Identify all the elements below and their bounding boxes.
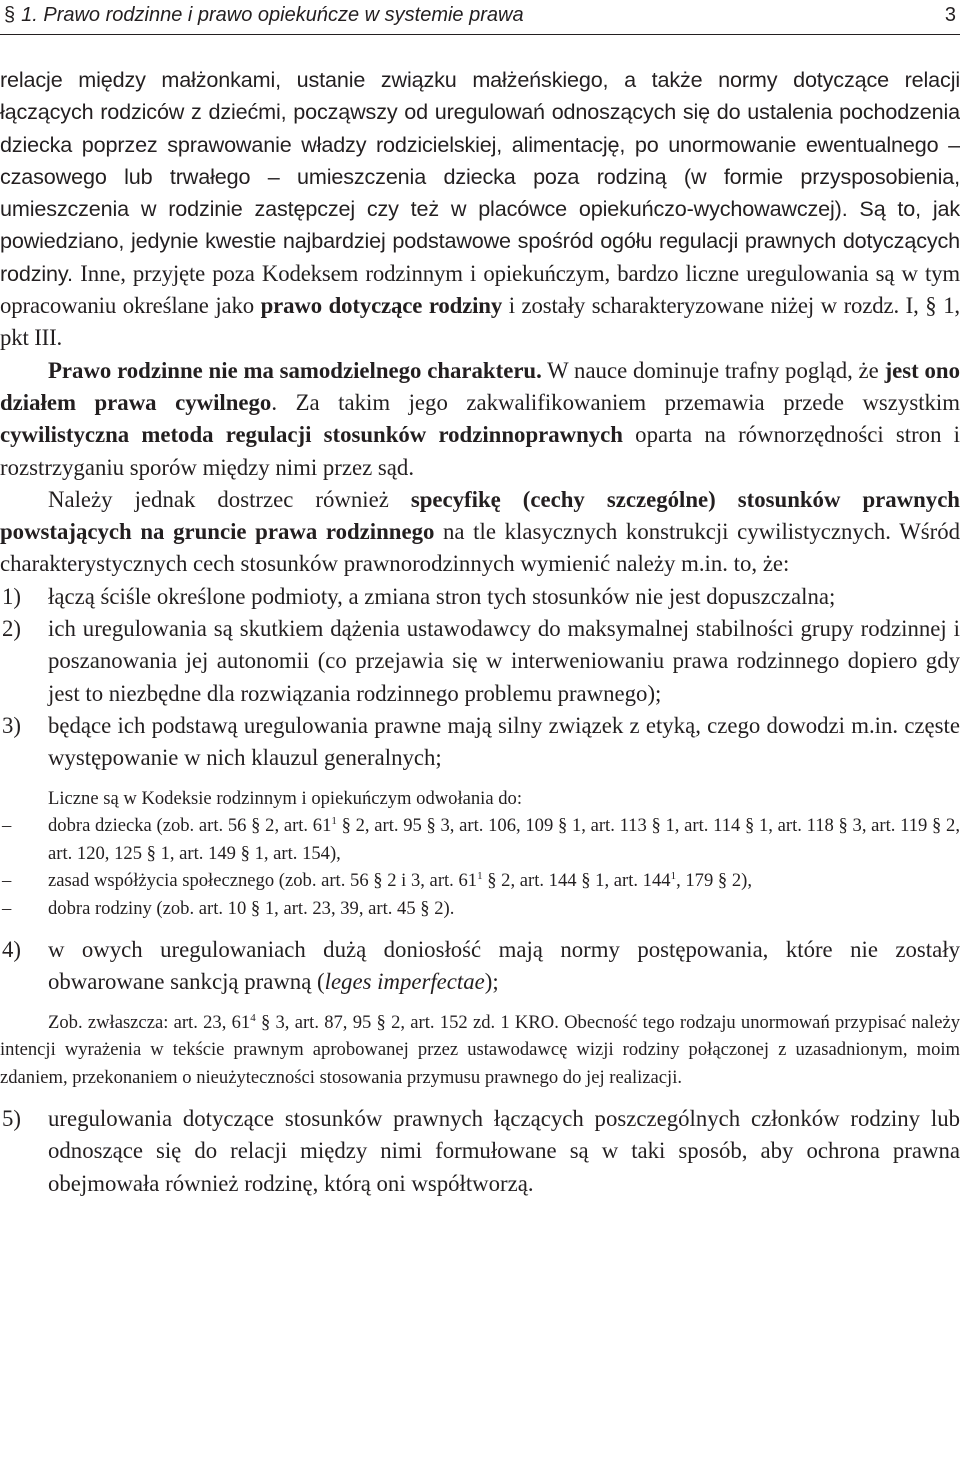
dash-item (0, 867, 960, 895)
list-item (0, 934, 960, 999)
dash-mark: – (2, 897, 12, 919)
numbered-list-b (0, 934, 960, 999)
paragraph-1 (0, 64, 960, 355)
bold-term-metoda-regulacji: cywilistyczna metoda regulacji stosunków rodzinnoprawnych (0, 422, 623, 448)
dash-item-text-end: , 179 § 2), (676, 870, 752, 892)
body-text (0, 64, 960, 1200)
chapter-title-text: 1. Prawo rodzinne i prawo opiekuńcze w systemie prawa (21, 4, 524, 26)
note-2-text-1: Zob. zwłaszcza: art. 23, 61 (48, 1011, 251, 1033)
paragraph-3-text-1: Należy jednak dostrzec również (48, 486, 411, 512)
paragraph-3-text-2: na tle klasycznych konstrukcji cywilistycznych. Wśród charakterystycznych cech stosunków prawnorodzinnych wymienić należy m.in. to, że: (0, 519, 960, 577)
list-item-number: 4) (2, 937, 21, 963)
dash-item-text: zasad współżycia społecznego (zob. art. 56 § 2 i 3, art. 61 (48, 870, 478, 892)
list-item (0, 710, 960, 775)
list-item (0, 613, 960, 710)
running-header (0, 2, 960, 35)
list-item (0, 581, 960, 613)
dash-mark: – (2, 870, 12, 892)
note-2-text-2: § 3, art. 87, 95 § 2, art. 152 zd. 1 KRO. Obecność tego rodzaju unormowań przypisać należy intencji wyrażenia w tekście prawnym aprobowanej przez ustawodawcę wizji rodziny połączonej z uzasadnionym, moim zdaniem, przekonaniem o nieużyteczności stosowania przymusu prawnego do jej realizacji. (0, 1011, 960, 1088)
bold-term-prawo-dotyczace-rodziny: prawo dotyczące rodziny (260, 293, 503, 319)
small-print-note-1 (0, 785, 960, 923)
dash-item (0, 895, 960, 923)
superscript: 1 (477, 869, 483, 882)
list-item-text: w owych uregulowaniach dużą doniosłość mają normy postępowania, które nie zostały obwarowane sankcją prawną ( (48, 937, 960, 995)
dash-item-text: dobra dziecka (zob. art. 56 § 2, art. 61 (48, 815, 332, 837)
bold-term-dzial-prawa-cywilnego: jest ono działem prawa cywilnego (0, 357, 960, 415)
superscript: 1 (670, 869, 677, 882)
list-item-text: będące ich podstawą uregulowania prawne mają silny związek z etyką, czego dowodzi m.in. częste występowanie w nich klauzul generalnych; (48, 712, 960, 771)
superscript: 1 (331, 814, 337, 827)
list-item-number: 2) (2, 616, 21, 642)
section-symbol: § (4, 4, 16, 26)
paragraph-2-text-2: . Za takim jego zakwalifikowaniem przemawia przede wszystkim (271, 389, 960, 415)
paragraph-2-text-1: W nauce dominuje trafny pogląd, że (541, 357, 885, 383)
bold-term-specyfika: specyfikę (cechy szczególne) stosunków prawnych powstających na gruncie prawa rodzinnego (0, 486, 960, 545)
paragraph-2 (0, 355, 960, 484)
superscript: 4 (250, 1011, 256, 1024)
dash-item-text: dobra rodziny (zob. art. 10 § 1, art. 23, 39, art. 45 § 2). (48, 897, 455, 919)
list-item-text: uregulowania dotyczące stosunków prawnych łączących poszczególnych członków rodziny lub odnoszące się do relacji między nimi formułowane są w taki sposób, aby ochrona prawna obejmowała również rodzinę, którą oni współtworzą. (48, 1106, 960, 1196)
list-item (0, 1103, 960, 1200)
list-item-text-end: ); (484, 969, 499, 995)
paragraph-1-text-3: i zostały scharakteryzowane niżej w rozdz. I, § 1, pkt III. (0, 293, 960, 351)
chapter-title (4, 4, 524, 27)
page-number: 3 (944, 4, 956, 26)
list-item-text: ich uregulowania są skutkiem dążenia ustawodawcy do maksymalnej stabilności grupy rodzinnej i poszanowania jej autonomii (co przejawia się w interweniowaniu prawa rodzinnego dopiero gdy jest to niezbędne dla rozwiązania rodzinnego problemu prawnego); (48, 616, 960, 706)
dash-mark: – (2, 815, 12, 837)
list-item-number: 5) (2, 1106, 21, 1132)
list-item-number: 3) (2, 712, 21, 738)
paragraph-1-text-2: Inne, przyjęte poza Kodeksem rodzinnym i opiekuńczym, bardzo liczne uregulowania są w tym opracowaniu określane jako (0, 260, 960, 319)
italic-term-leges-imperfectae: leges imperfectae (324, 969, 485, 995)
paragraph-1-text: relacje między małżonkami, ustanie związku małżeńskiego, a także normy dotyczące relacji łączących rodziców z dziećmi, począwszy od uregulowań odnoszących się do ustalenia pochodzenia dziecka poprzez sprawowanie władzy rodzicielskiej, alimentację, po unormowanie ewentualnego – czasowego lub trwałego – umieszczenia dziecka poza rodziną (w formie przysposobienia, umieszczenia w rodzinie zastępczej czy też w placówce opiekuńczo-wychowawczej). Są to, jak powiedziano, jedynie kwestie najbardziej podstawowe spośród ogółu regulacji prawnych dotyczących rodziny. (0, 67, 960, 286)
paragraph-2-text-3: oparta na równorzędności stron i rozstrzyganiu sporów między nimi przez sąd. (0, 422, 960, 480)
list-item-number: 1) (2, 583, 21, 609)
dash-item-text-cont: § 2, art. 144 § 1, art. 144 (482, 870, 671, 892)
paragraph-3 (0, 484, 960, 581)
bold-lead-sentence: Prawo rodzinne nie ma samodzielnego charakteru. (48, 357, 542, 383)
small-print-note-2 (0, 1009, 960, 1092)
numbered-list-c (0, 1103, 960, 1200)
dash-item-text-cont: § 2, art. 95 § 3, art. 106, 109 § 1, art. 113 § 1, art. 114 § 1, art. 118 § 3, art. 119 § 2, art. 120, 125 § 1, art. 149 § 1, art. 154), (48, 815, 960, 864)
note-intro: Liczne są w Kodeksie rodzinnym i opiekuńczym odwołania do: (48, 787, 523, 809)
numbered-list-a (0, 581, 960, 775)
dash-item (0, 812, 960, 867)
dash-list (0, 812, 960, 922)
list-item-text: łączą ściśle określone podmioty, a zmiana stron tych stosunków nie jest dopuszczalna; (48, 583, 836, 609)
